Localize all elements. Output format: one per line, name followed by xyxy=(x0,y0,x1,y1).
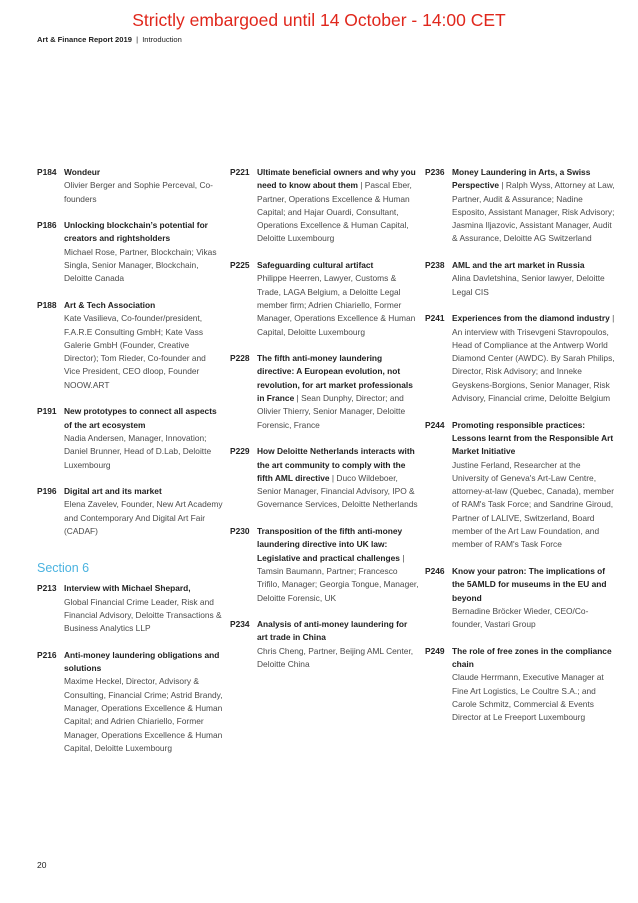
page-ref: P234 xyxy=(230,619,250,630)
page-ref: P249 xyxy=(425,645,445,656)
toc-entry[interactable] xyxy=(230,166,420,246)
entry-title: AML and the art market in Russia xyxy=(452,260,585,271)
toc-entry[interactable] xyxy=(425,166,615,246)
entry-title: Safeguarding cultural artifact xyxy=(257,260,374,271)
toc-entry[interactable] xyxy=(230,525,420,605)
entry-title: Transposition of the fifth anti-money laundering directive into UK law: Legislative and practical challenges xyxy=(257,526,403,563)
toc-entry[interactable] xyxy=(230,445,420,511)
entry-authors: | Duco Wildeboer, Senior Manager, Financial Advisory, IPO & Governance Services, Deloitte Netherlands xyxy=(257,472,418,510)
entry-authors: | Tamsin Baumann, Partner; Francesco Trifilo, Manager; Georgia Tongue, Manager, Deloitte Forensic, UK xyxy=(257,552,419,603)
page-ref: P221 xyxy=(230,167,250,177)
entry-authors: Elena Zavelev, Founder, New Art Academy and Contemporary And Digital Art Fair (CADAF) xyxy=(64,499,223,537)
entry-title: Experiences from the diamond industry xyxy=(452,313,610,324)
entry-title: Money Laundering in Arts, a Swiss Perspective xyxy=(452,167,591,191)
entry-title: How Deloitte Netherlands interacts with the art community to comply with the fifth AML directive xyxy=(257,446,415,483)
entry-title: Ultimate beneficial owners and why you need to know about them xyxy=(257,167,416,191)
embargo-notice: Strictly embargoed until 14 October - 14:00 CET xyxy=(132,10,506,30)
running-head xyxy=(37,35,182,44)
page-ref: P188 xyxy=(37,299,57,310)
entry-authors: Alina Davletshina, Senior lawyer, Deloitte Legal CIS xyxy=(452,273,605,297)
column-3 xyxy=(425,166,615,738)
toc-entry[interactable] xyxy=(425,419,615,552)
entry-authors: | Pascal Eber, Partner, Operations Excellence & Human Capital; and Hajar Ouardi, Consultant, Operations Excellence & Human Capital, Deloitte Luxembourg xyxy=(257,180,412,244)
page-ref: P246 xyxy=(425,565,445,576)
section-heading: Section 6 xyxy=(37,561,90,576)
toc-entry[interactable] xyxy=(230,618,420,671)
entry-authors: | Ralph Wyss, Attorney at Law, Partner, Audit & Assurance; Nadine Esposito, Assistant Manager, Risk Advisory; Jasmina Iljazovic, Assistant Manager, Audit & Assurance, Deloitte AG Switzerland xyxy=(452,180,615,244)
page-ref: P186 xyxy=(37,220,57,231)
page-number: 20 xyxy=(37,860,47,870)
entry-title: Wondeur xyxy=(64,167,101,177)
toc-entry[interactable] xyxy=(37,649,223,755)
page-ref: P230 xyxy=(230,526,250,537)
page-ref: P236 xyxy=(425,167,445,177)
toc-entry[interactable] xyxy=(37,405,223,471)
report-title: Art & Finance Report 2019 xyxy=(37,35,132,44)
entry-title: Art & Tech Association xyxy=(64,299,156,310)
entry-title: Unlocking blockchain’s potential for creators and rightsholders xyxy=(64,220,208,244)
entry-authors: Chris Cheng, Partner, Beijing AML Center, Deloitte China xyxy=(257,645,414,669)
toc-entry[interactable] xyxy=(425,645,615,725)
entry-title: Promoting responsible practices: Lessons learnt from the Responsible Art Market Initiative xyxy=(452,419,614,457)
toc-entry[interactable] xyxy=(230,352,420,432)
entry-title: Digital art and its market xyxy=(64,486,162,497)
page-ref: P216 xyxy=(37,649,57,660)
entry-title: Know your patron: The implications of the 5AMLD for museums in the EU and beyond xyxy=(452,565,607,603)
page-ref: P241 xyxy=(425,313,445,324)
entry-authors: Olivier Berger and Sophie Perceval, Co-founders xyxy=(64,180,213,204)
page-ref: P184 xyxy=(37,167,57,177)
toc-entry[interactable] xyxy=(425,312,615,405)
toc-entry[interactable] xyxy=(425,259,615,299)
entry-authors: Claude Herrmann, Executive Manager at Fine Art Logistics, Le Coultre S.A.; and Carole Schmitz, Commercial & Events Director at Le Freeport Luxembourg xyxy=(452,672,604,723)
chapter-title: Introduction xyxy=(142,35,182,44)
page-ref: P225 xyxy=(230,260,250,271)
page-ref: P196 xyxy=(37,486,57,497)
toc-entry[interactable] xyxy=(230,259,420,339)
entry-authors: Bernadine Bröcker Wieder, CEO/Co-founder, Vastari Group xyxy=(452,605,589,630)
entry-authors: Michael Rose, Partner, Blockchain; Vikas Singla, Senior Manager, Blockchain, Deloitte Canada xyxy=(64,246,217,284)
entry-title: Analysis of anti-money laundering for art trade in China xyxy=(257,619,408,643)
entry-authors: | An interview with Trisevgeni Stavropoulos, Head of Compliance at the Antwerp World Diamond Center (AWDC). By Sarah Philips, Director, Risk Advisory; and Inneke Geyskens-Borgions, Senior Manager, Risk Advisory, Financial crime, Deloitte Belgium xyxy=(452,313,615,404)
entry-title: New prototypes to connect all aspects of the art ecosystem xyxy=(64,406,217,430)
page-ref: P213 xyxy=(37,583,57,594)
entry-authors: Nadia Andersen, Manager, Innovation; Daniel Brunner, Head of D.Lab, Deloitte Luxembourg xyxy=(64,432,212,470)
entry-authors: Global Financial Crime Leader, Risk and Financial Advisory, Deloitte Transactions & Business Analytics LLP xyxy=(64,596,222,634)
page-ref: P191 xyxy=(37,406,57,417)
page-ref: P229 xyxy=(230,446,250,457)
page-ref: P228 xyxy=(230,353,250,364)
page-ref: P244 xyxy=(425,419,445,430)
column-2 xyxy=(230,166,420,685)
toc-entry[interactable] xyxy=(37,582,223,635)
entry-authors: Justine Ferland, Researcher at the University of Geneva's Art-Law Centre, attorney-at-law (Quebec, Canada), member of RAM's Task Force; and Sandrine Giroud, Partner of LALIVE, Switzerland, Board member of the Art Law Foundation, and member of RAM's Task Force xyxy=(452,459,614,550)
entry-authors: Philippe Heerren, Lawyer, Customs & Trade, LAGA Belgium, a Deloitte Legal member firm; Adrien Chiariello, Former Manager, Operations Excellence & Human Capital, Deloitte Luxembourg xyxy=(257,273,416,337)
entry-title: The fifth anti-money laundering directive: A European evolution, not revolution, for art market professionals in France xyxy=(257,353,413,404)
toc-entry[interactable] xyxy=(425,565,615,631)
running-head-separator: | xyxy=(136,35,139,44)
toc-entry[interactable] xyxy=(37,219,223,285)
toc-entry[interactable] xyxy=(37,485,223,538)
entry-title: The role of free zones in the compliance chain xyxy=(452,645,612,669)
entry-title: Anti-money laundering obligations and solutions xyxy=(64,649,220,674)
entry-authors: Maxime Heckel, Director, Advisory & Consulting, Financial Crime; Astrid Brandy, Manager, Operations Excellence & Human Capital; and Adrien Chiariello, Former Manager, Operations Excellence & Human Capital, Deloitte Luxembourg xyxy=(64,676,223,753)
column-1 xyxy=(37,166,223,768)
entry-authors: Kate Vasilieva, Co-founder/president, F.A.R.E Consulting GmbH; Kate Vass Galerie GmbH (Founder, Creative Director); Tom Rieder, Co-founder and Vice President, CEO dloop, Founder NOOW.ART xyxy=(64,313,206,390)
toc-entry[interactable] xyxy=(37,166,223,206)
page-ref: P238 xyxy=(425,260,445,271)
entry-title: Interview with Michael Shepard, xyxy=(64,583,191,594)
toc-entry[interactable] xyxy=(37,299,223,392)
entry-authors: | Sean Dunphy, Director; and Olivier Thierry, Senior Manager, Deloitte Forensic, France xyxy=(257,393,406,430)
